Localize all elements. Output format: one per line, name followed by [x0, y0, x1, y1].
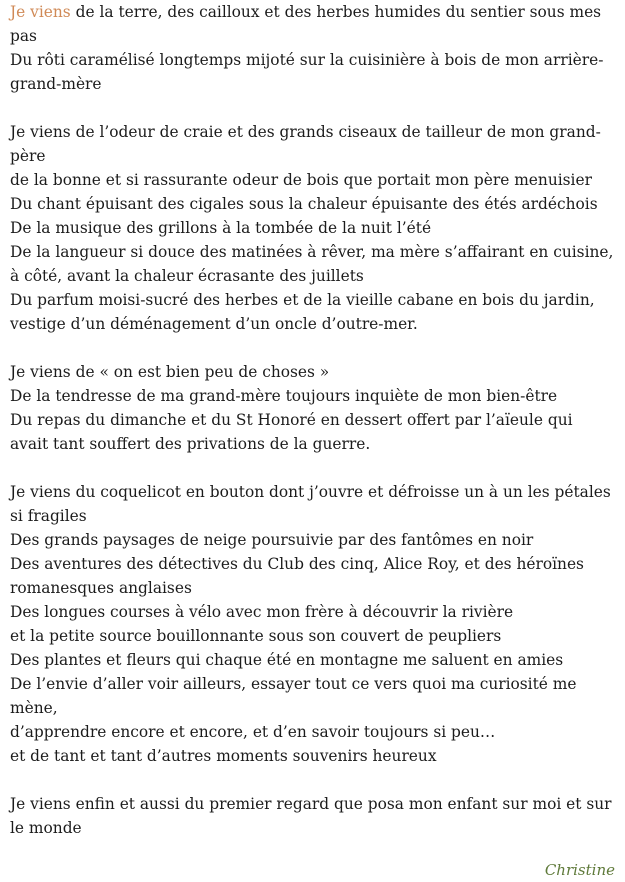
poem-line: Du parfum moisi-sucré des herbes et de la vieille cabane en bois du jardin, vestige d’un déménagement d’un oncle d’outre-mer. — [10, 291, 600, 333]
poem-line: Des plantes et fleurs qui chaque été en montagne me saluent en amies — [10, 651, 564, 669]
poem-line: de la bonne et si rassurante odeur de bois que portait mon père menuisier — [10, 171, 592, 189]
poem-line: De la tendresse de ma grand-mère toujours inquiète de mon bien-être — [10, 387, 558, 405]
poem-line: d’apprendre encore et encore, et d’en savoir toujours si peu… — [10, 723, 496, 741]
stanza-break — [10, 768, 615, 792]
poem-line: Des aventures des détectives du Club des cinq, Alice Roy, et des héroïnes romanesques anglaises — [10, 555, 589, 597]
stanza-break — [10, 96, 615, 120]
poem-line: De la langueur si douce des matinées à rêver, ma mère s’affairant en cuisine, à côté, avant la chaleur écrasante des juillets — [10, 243, 619, 285]
poem-line: Je viens de « on est bien peu de choses » — [10, 363, 330, 381]
poem-line: Des grands paysages de neige poursuivie par des fantômes en noir — [10, 531, 534, 549]
author-signature: Christine — [544, 861, 615, 879]
poem-line: Du repas du dimanche et du St Honoré en dessert offert par l’aïeule qui avait tant souffert des privations de la guerre. — [10, 411, 578, 453]
poem-line: Je viens enfin et aussi du premier regard que posa mon enfant sur moi et sur le monde — [10, 795, 617, 837]
poem-line: et la petite source bouillonnante sous son couvert de peupliers — [10, 627, 502, 645]
stanza-break — [10, 456, 615, 480]
poem-line: Du chant épuisant des cigales sous la chaleur épuisante des étés ardéchois — [10, 195, 598, 213]
poem-line — [10, 0, 615, 48]
poem-line: et de tant et tant d’autres moments souvenirs heureux — [10, 747, 437, 765]
highlighted-phrase: Je viens — [10, 3, 71, 21]
stanza-break — [10, 336, 615, 360]
poem-text — [10, 0, 619, 840]
line-text: de la terre, des cailloux et des herbes humides du sentier sous mes pas — [10, 3, 606, 45]
poem-line: De l’envie d’aller voir ailleurs, essayer tout ce vers quoi ma curiosité me mène, — [10, 675, 582, 717]
poem-line: De la musique des grillons à la tombée de la nuit l’été — [10, 219, 432, 237]
poem-line: Du rôti caramélisé longtemps mijoté sur la cuisinière à bois de mon arrière-grand-mère — [10, 51, 604, 93]
poem-line: Je viens de l’odeur de craie et des grands ciseaux de tailleur de mon grand-père — [10, 123, 601, 165]
poem-line: Je viens du coquelicot en bouton dont j’ouvre et défroisse un à un les pétales si fragiles — [10, 483, 616, 525]
poem-line: Des longues courses à vélo avec mon frère à découvrir la rivière — [10, 603, 514, 621]
